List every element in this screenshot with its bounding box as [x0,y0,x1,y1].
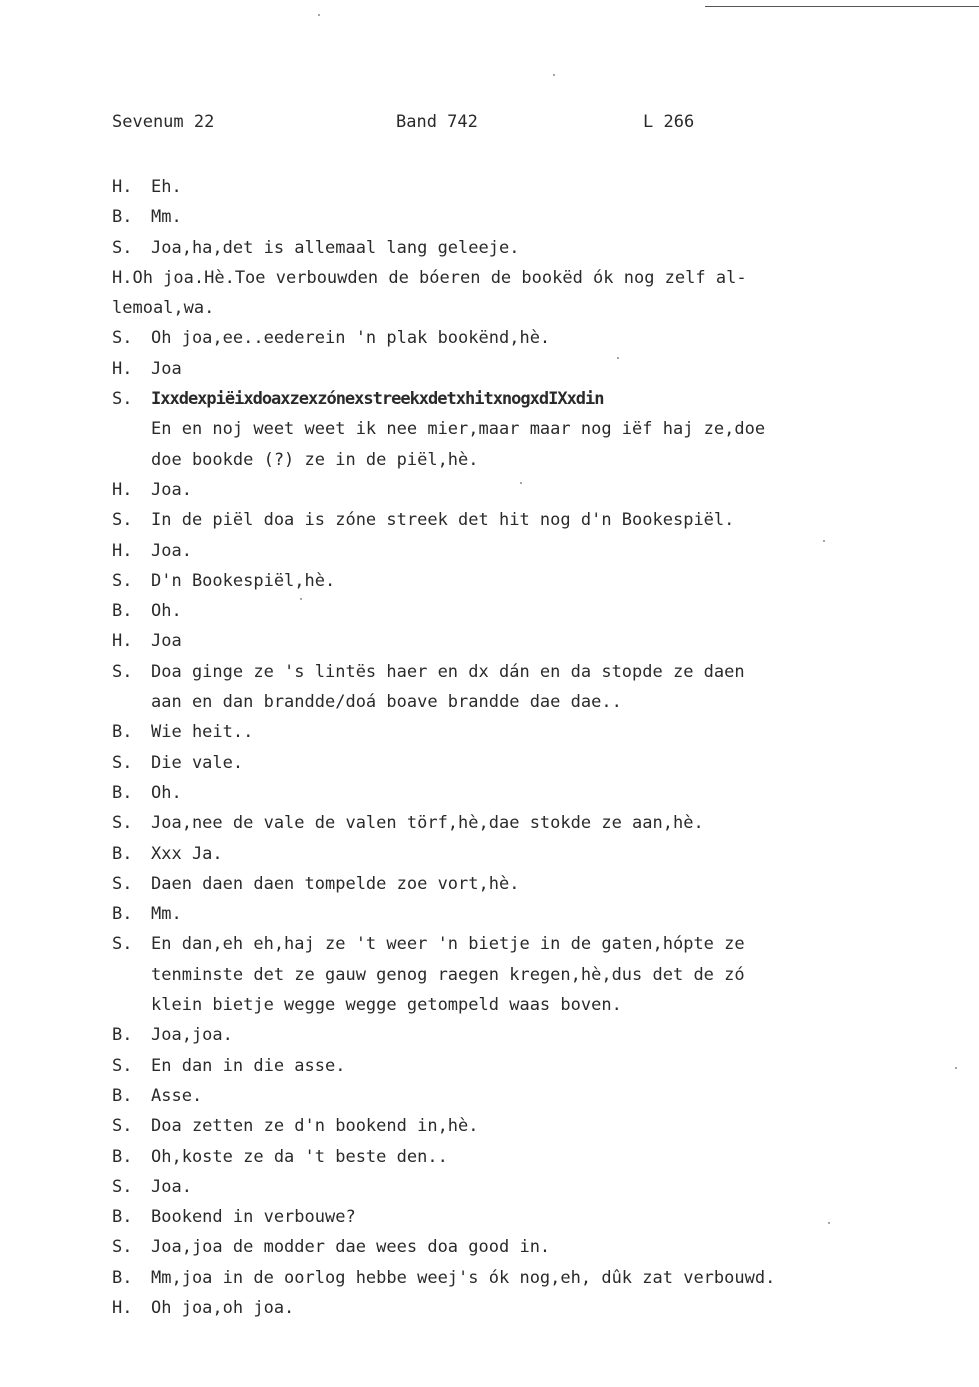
utterance-text: Joa,joa de modder dae wees doa good in. [151,1237,551,1258]
utterance-text: Die vale. [151,752,244,773]
transcript-line [112,384,912,414]
speaker-label: S. [112,1237,133,1258]
utterance-text: Daen daen daen tompelde zoe vort,hè. [151,873,520,894]
transcript-line [112,202,912,232]
speaker-label: B. [112,1207,133,1228]
utterance-text: Wie heit.. [151,722,254,743]
speck [617,357,619,359]
transcript-line [112,1111,912,1141]
speaker-label: B. [112,843,133,864]
speaker-label: B. [112,601,133,622]
speaker-label: S. [112,570,133,591]
speaker-label: H. [112,631,133,652]
transcript-line [112,1202,912,1232]
utterance-text: Oh,koste ze da 't beste den.. [151,1146,448,1167]
utterance-text: Xxx Ja. [151,843,223,864]
transcript-line [112,1263,912,1293]
transcript-line [112,626,912,656]
speaker-label: S. [112,873,133,894]
utterance-text: Eh. [151,177,182,197]
struck-text: IxxdexpiëixdoaxzexzónexstreekxdetxhitxnogxdIXxdin [151,389,604,410]
transcript-line [112,1081,912,1111]
speaker-label: S. [112,237,133,258]
transcript-line [112,839,912,869]
transcript-line [112,1232,912,1262]
utterance-text: Joa. [151,479,192,500]
transcript-line [112,990,912,1020]
speck [955,1067,957,1069]
speaker-label: S. [112,661,133,682]
transcript-line [112,960,912,990]
speaker-label: S. [112,1176,133,1197]
speck [300,598,302,600]
speaker-label: H. [112,540,133,561]
speaker-label: B. [112,1146,133,1167]
utterance-text: Joa. [151,540,192,561]
transcript-line [112,566,912,596]
utterance-text: Doa ginge ze 's lintës haer en dx dán en da stopde ze daen [151,661,745,682]
utterance-text: Mm. [151,904,182,925]
speaker-label: S. [112,813,133,834]
transcript-line [112,899,912,929]
speaker-label: S. [112,1055,133,1076]
utterance-text: Mm. [151,207,182,228]
speck [823,540,825,542]
transcript-line [112,293,912,323]
speaker-label: H. [112,1297,133,1318]
utterance-text: aan en dan brandde/doá boave brandde dae dae.. [151,692,622,713]
transcript-line [112,1051,912,1081]
speaker-label: H. [112,479,133,500]
utterance-text: Joa,nee de vale de valen törf,hè,dae stokde ze aan,hè. [151,813,704,834]
transcript-line [112,717,912,747]
transcript-line [112,778,912,808]
transcript-line [112,354,912,384]
transcript-line [112,475,912,505]
transcript-line [112,414,912,444]
speaker-label: B. [112,1267,133,1288]
utterance-text: H.Oh joa.Hè.Toe verbouwden de bóeren de bookëd ók nog zelf al- [112,267,747,288]
utterance-text: Bookend in verbouwe? [151,1207,356,1228]
utterance-text: Joa,joa. [151,1025,233,1046]
speck [318,14,320,16]
utterance-text: En dan,eh eh,haj ze 't weer 'n bietje in de gaten,hópte ze [151,934,745,955]
speck [553,74,555,76]
utterance-text: En en noj weet weet ik nee mier,maar maar nog iëf haj ze,doe [151,419,766,440]
header-location: Sevenum 22 [112,112,215,132]
transcript-line [112,505,912,535]
utterance-text: Joa,ha,det is allemaal lang geleeje. [151,237,520,258]
transcript-line [112,1020,912,1050]
speaker-label: B. [112,904,133,925]
speaker-label: S. [112,389,133,410]
transcript-line [112,808,912,838]
speaker-label: B. [112,1085,133,1106]
transcript [112,172,912,1323]
utterance-text: Joa. [151,1176,192,1197]
transcript-line [112,596,912,626]
transcript-line [112,748,912,778]
utterance-text: tenminste det ze gauw genog raegen kregen,hè,dus det de zó [151,964,745,985]
speaker-label: S. [112,1116,133,1137]
transcript-line [112,263,912,293]
utterance-text: Oh joa,oh joa. [151,1297,295,1318]
speaker-label: S. [112,328,133,349]
speaker-label: S. [112,934,133,955]
transcript-line [112,657,912,687]
utterance-text: En dan in die asse. [151,1055,346,1076]
speck [520,482,522,484]
speck [828,1222,830,1224]
utterance-text: Mm,joa in de oorlog hebbe weej's ók nog,eh, dûk zat verbouwd. [151,1267,776,1288]
transcript-line [112,929,912,959]
header-page-number: L 266 [643,112,695,132]
speaker-label: B. [112,722,133,743]
transcript-line [112,172,912,202]
transcript-line [112,233,912,263]
transcript-line [112,1172,912,1202]
page-header [0,112,979,136]
utterance-text: Oh. [151,601,182,622]
top-rule [705,6,979,7]
transcript-line [112,323,912,353]
speaker-label: H. [112,177,133,197]
transcript-line [112,687,912,717]
utterance-text: Oh joa,ee..eederein 'n plak bookënd,hè. [151,328,551,349]
speaker-label: S. [112,752,133,773]
speaker-label: B. [112,207,133,228]
utterance-text: Asse. [151,1085,203,1106]
utterance-text: lemoal,wa. [112,298,215,319]
utterance-text: Joa [151,358,182,379]
utterance-text: In de piël doa is zóne streek det hit nog d'n Bookespiël. [151,510,735,531]
header-band: Band 742 [396,112,478,132]
transcript-line [112,445,912,475]
utterance-text: klein bietje wegge wegge getompeld waas boven. [151,995,622,1016]
utterance-text: Oh. [151,782,182,803]
speaker-label: H. [112,358,133,379]
speaker-label: S. [112,510,133,531]
utterance-text: Joa [151,631,182,652]
speaker-label: B. [112,782,133,803]
transcript-line [112,536,912,566]
utterance-text: D'n Bookespiël,hè. [151,570,336,591]
speaker-label: B. [112,1025,133,1046]
transcript-line [112,869,912,899]
utterance-text: doe bookde (?) ze in de piël,hè. [151,449,479,470]
transcript-line [112,1293,912,1323]
transcript-line [112,1142,912,1172]
utterance-text: Doa zetten ze d'n bookend in,hè. [151,1116,479,1137]
